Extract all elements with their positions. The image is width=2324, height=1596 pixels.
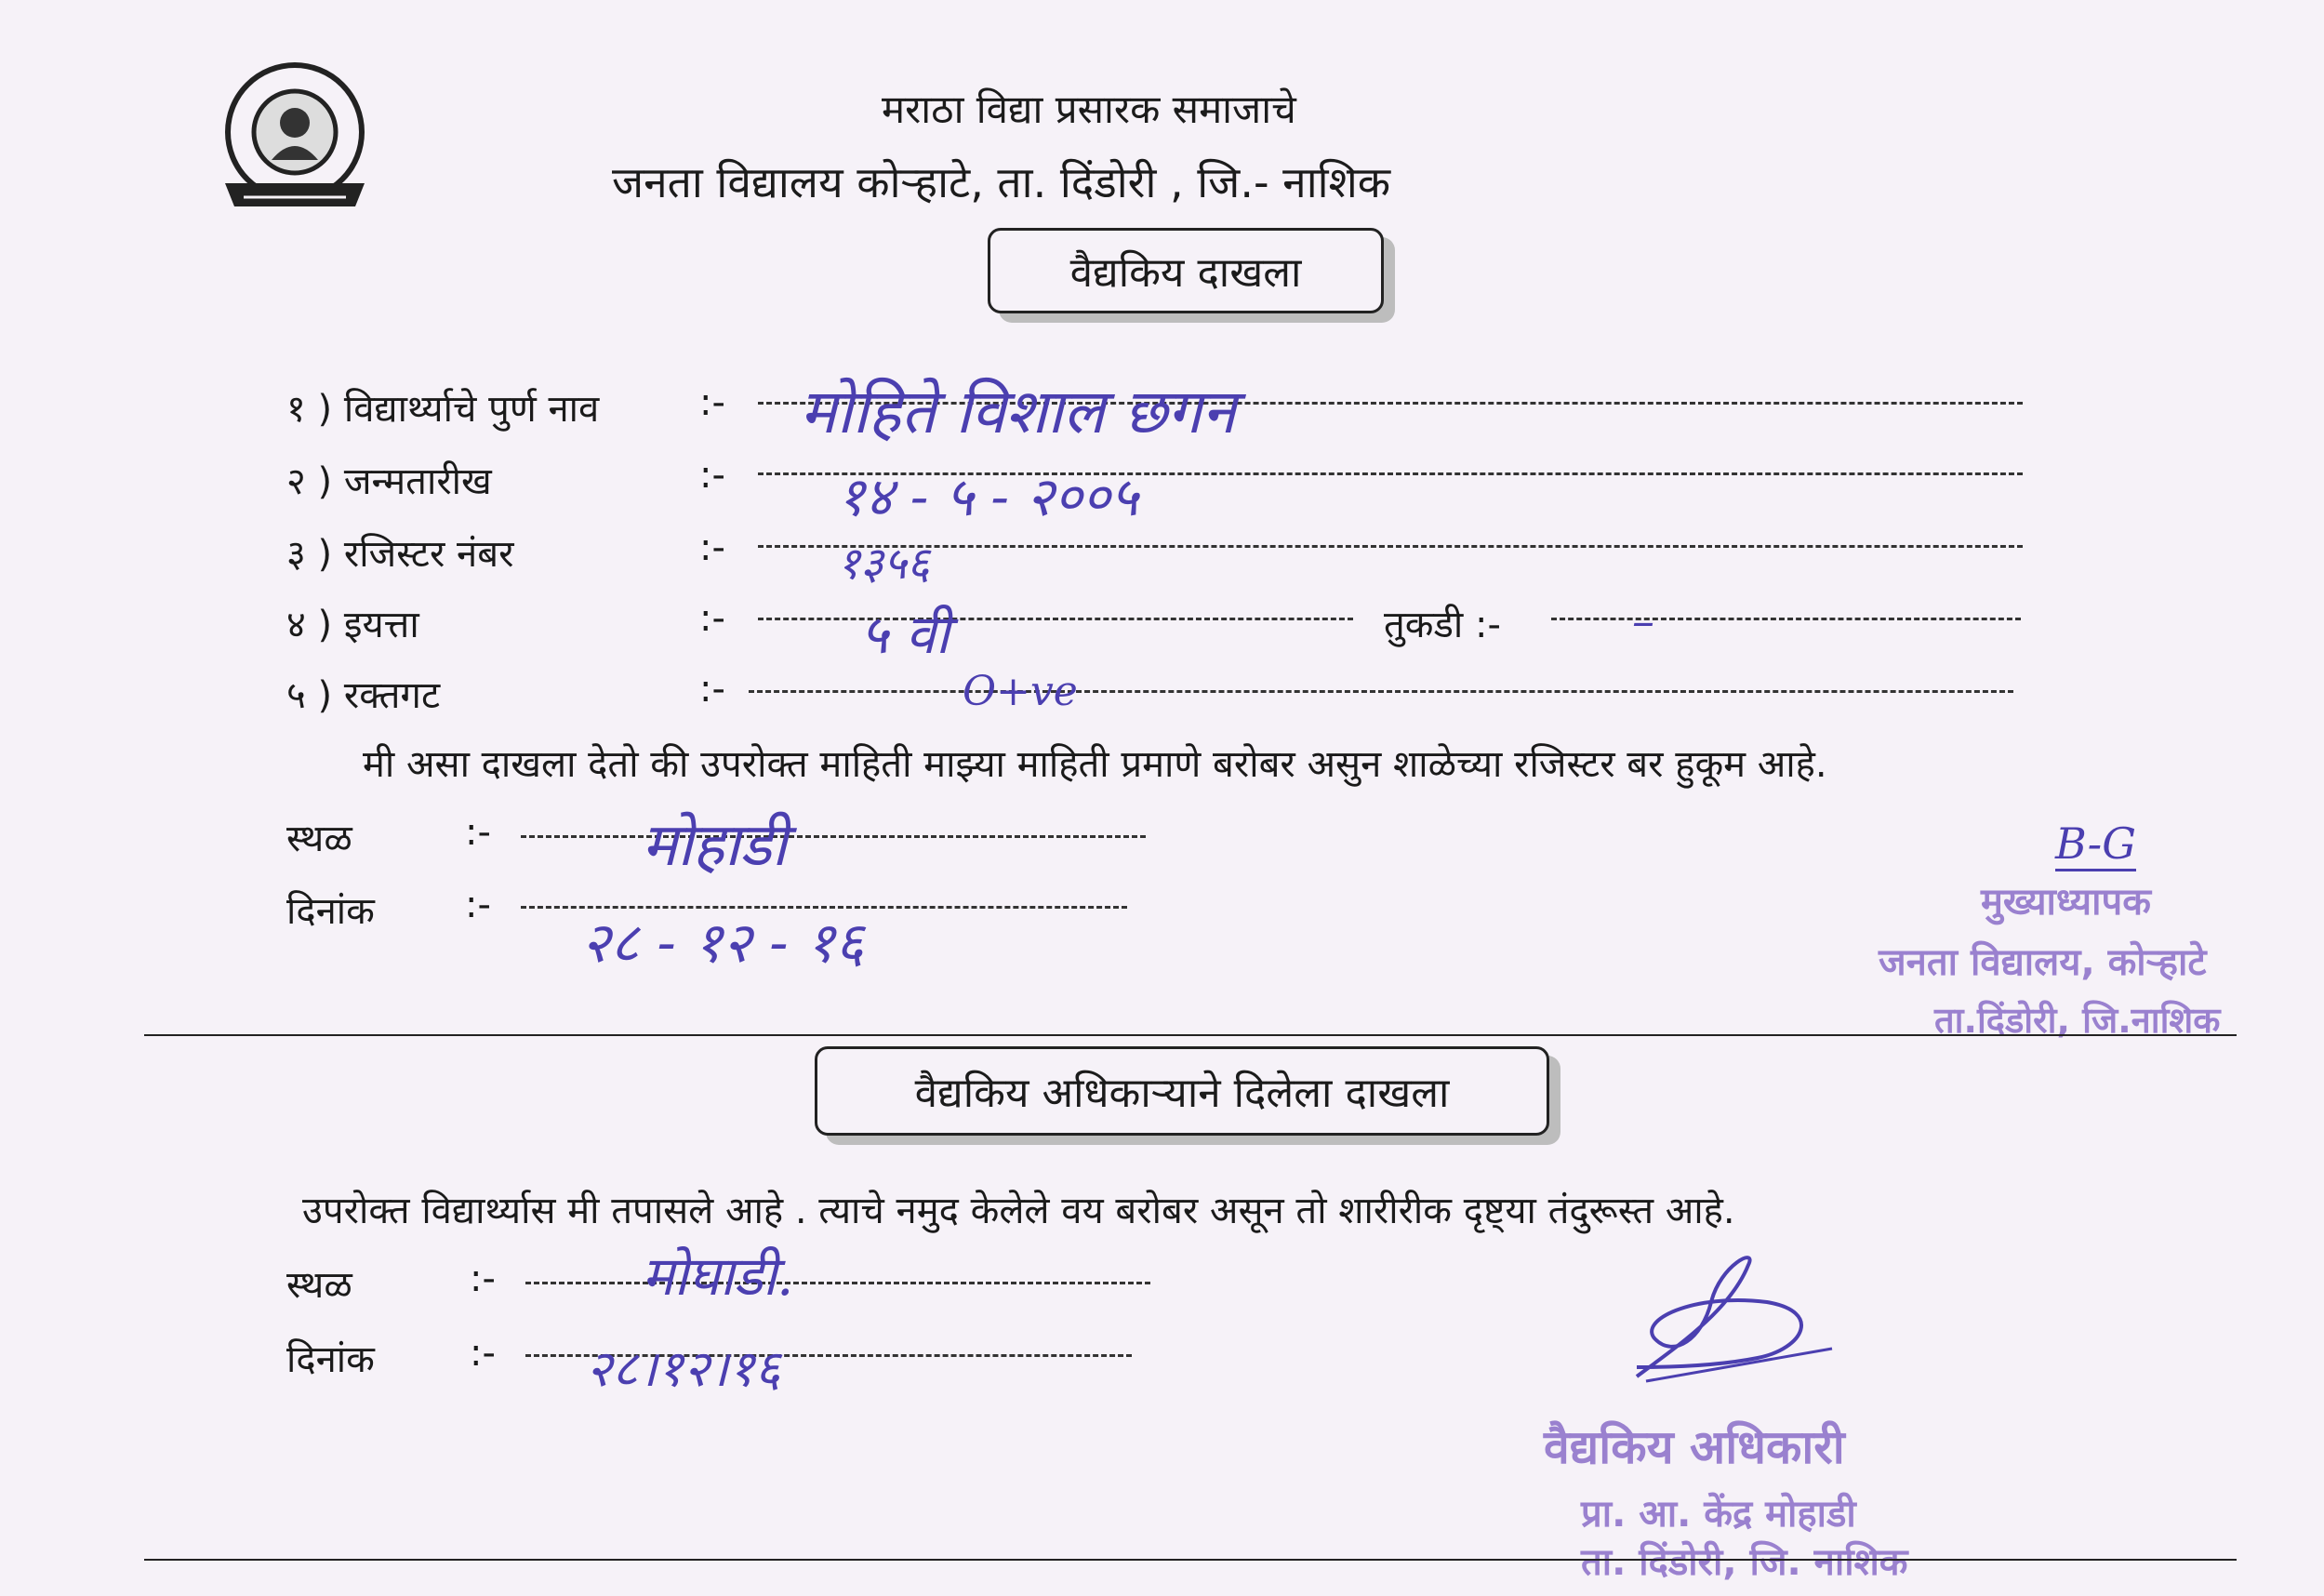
medical-date-label: दिनांक: [286, 1338, 375, 1381]
section-divider: [144, 1034, 2237, 1036]
value-birth-date: १४ - ५ - २००५: [837, 465, 1139, 528]
medical-title: वैद्यकिय अधिकाऱ्याने दिलेला दाखला: [914, 1070, 1450, 1117]
organization-name: मराठा विद्या प्रसारक समाजाचे: [882, 86, 1296, 132]
place-label: स्थळ: [286, 818, 352, 860]
place-value: मोहाडी: [642, 811, 788, 880]
field-label-division: तुकडी :-: [1384, 604, 1501, 646]
place-sep: :-: [465, 811, 491, 854]
school-name: जनता विद्यालय कोऱ्हाटे, ता. दिंडोरी , जि.- नाशिक: [612, 157, 1391, 207]
field-label-birth-date: २ ) जन्मतारीख: [286, 460, 492, 503]
date-sep: :-: [465, 884, 491, 926]
value-division: –: [1632, 595, 1654, 647]
school-logo: [216, 58, 374, 216]
medical-place-sep: :-: [470, 1257, 496, 1300]
field-label-register-number: ३ ) रजिस्टर नंबर: [286, 533, 514, 576]
medical-stamp-line-3: ता. दिंडोरी, जि. नाशिक: [1581, 1541, 1908, 1584]
date-label: दिनांक: [286, 890, 375, 933]
value-register-number: १३५६: [837, 538, 930, 590]
certificate-title: वैद्यकिय दाखला: [1069, 249, 1302, 297]
medical-date-value: २८।१२।१६: [586, 1339, 781, 1398]
value-standard: ५ वी: [860, 603, 950, 666]
medical-title-box: [815, 1046, 1549, 1136]
principal-signature: B-G: [2055, 818, 2136, 871]
field-label-blood-group: ५ ) रक्तगट: [286, 674, 441, 717]
field-sep-standard: :-: [699, 597, 725, 640]
field-sep-blood-group: :-: [699, 668, 725, 711]
field-sep-birth-date: :-: [699, 454, 725, 497]
declaration-text: मी असा दाखला देतो की उपरोक्त माहिती माझ्या माहिती प्रमाणे बरोबर असुन शाळेच्या रजिस्टर बर हुकूम आहे.: [363, 743, 1827, 786]
line-standard: [758, 618, 1353, 620]
line-place: [521, 835, 1146, 838]
medical-place-value: मोघाडी.: [642, 1244, 794, 1308]
certificate-title-box: [988, 228, 1384, 313]
value-blood-group: O+ve: [963, 668, 1078, 715]
field-sep-full-name: :-: [699, 381, 725, 424]
line-blood-group: [749, 690, 2013, 693]
field-label-full-name: १ ) विद्यार्थ्याचे पुर्ण नाव: [286, 388, 600, 431]
value-full-name: मोहिते विशाल छगन: [800, 376, 1236, 447]
field-label-standard: ४ ) इयत्ता: [286, 604, 419, 646]
medical-officer-signature: [1618, 1246, 1841, 1395]
medical-stamp-line-2: प्रा. आ. केंद्र मोहाडी: [1581, 1493, 1856, 1536]
principal-stamp-line-1: मुख्याध्यापक: [1981, 881, 2151, 924]
principal-stamp-line-2: जनता विद्यालय, कोऱ्हाटे: [1879, 941, 2207, 984]
medical-date-sep: :-: [470, 1332, 496, 1375]
bottom-divider: [144, 1559, 2237, 1561]
field-sep-register-number: :-: [699, 526, 725, 569]
medical-stamp-line-1: वैद्यकिय अधिकारी: [1544, 1420, 1845, 1474]
line-register-number: [758, 545, 2023, 548]
date-value: २८ - १२ - १६: [581, 911, 865, 976]
line-medical-place: [525, 1282, 1150, 1284]
principal-stamp-line-3: ता.दिंडोरी, जि.नाशिक: [1934, 1000, 2221, 1041]
line-division: [1551, 618, 2021, 620]
medical-statement: उपरोक्त विद्यार्थ्यास मी तपासले आहे . त्याचे नमुद केलेले वय बरोबर असून तो शारीरीक दृष्ट्या तंदुरूस्त आहे.: [302, 1190, 1735, 1232]
medical-place-label: स्थळ: [286, 1264, 352, 1307]
